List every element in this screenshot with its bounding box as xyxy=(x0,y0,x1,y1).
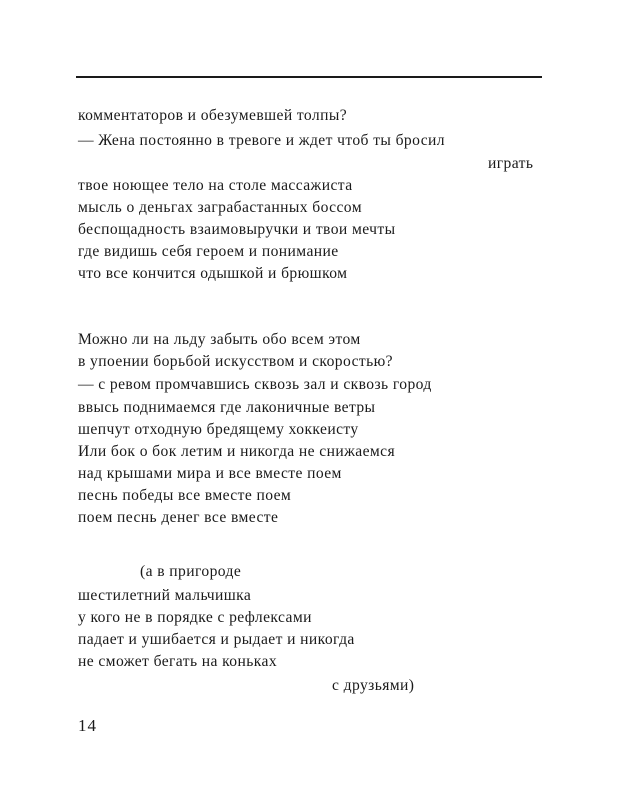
poem-line: у кого не в порядке с рефлексами xyxy=(78,609,312,626)
poem-line: шепчут отходную бредящему хоккеисту xyxy=(78,421,359,438)
poem-line: над крышами мира и все вместе поем xyxy=(78,465,342,482)
poem-line: Можно ли на льду забыть обо всем этом xyxy=(78,331,361,348)
poem-line: (а в пригороде xyxy=(140,563,242,580)
header-rule xyxy=(76,76,542,78)
poem-line: поем песнь денег все вместе xyxy=(78,509,279,526)
poem-line: шестилетний мальчишка xyxy=(78,587,252,604)
poem-line: песнь победы все вместе поем xyxy=(78,487,292,504)
poem-line: с друзьями) xyxy=(332,677,415,694)
poem-line: мысль о деньгах заграбастанных боссом xyxy=(78,199,362,216)
poem-line: комментаторов и обезумевшей толпы? xyxy=(78,107,348,124)
poem-line: — Жена постоянно в тревоге и ждет чтоб ты бросил xyxy=(78,132,445,149)
poem-line: твое ноющее тело на столе массажиста xyxy=(78,177,353,194)
page-number: 14 xyxy=(78,716,97,735)
poem-line: ввысь поднимаемся где лаконичные ветры xyxy=(78,399,376,416)
poem-line: где видишь себя героем и понимание xyxy=(78,243,339,260)
poem-line: падает и ушибается и рыдает и никогда xyxy=(78,631,355,648)
poem-line: — с ревом промчавшись сквозь зал и сквозь город xyxy=(78,376,432,393)
poem-line: беспощадность взаимовыручки и твои мечты xyxy=(78,221,396,238)
poem-line: не сможет бегать на коньках xyxy=(78,653,278,670)
poem-line: что все кончится одышкой и брюшком xyxy=(78,265,348,282)
poem-line: играть xyxy=(488,155,534,172)
poem-line: Или бок о бок летим и никогда не снижаемся xyxy=(78,443,396,460)
poem-line: в упоении борьбой искусством и скоростью? xyxy=(78,353,394,370)
